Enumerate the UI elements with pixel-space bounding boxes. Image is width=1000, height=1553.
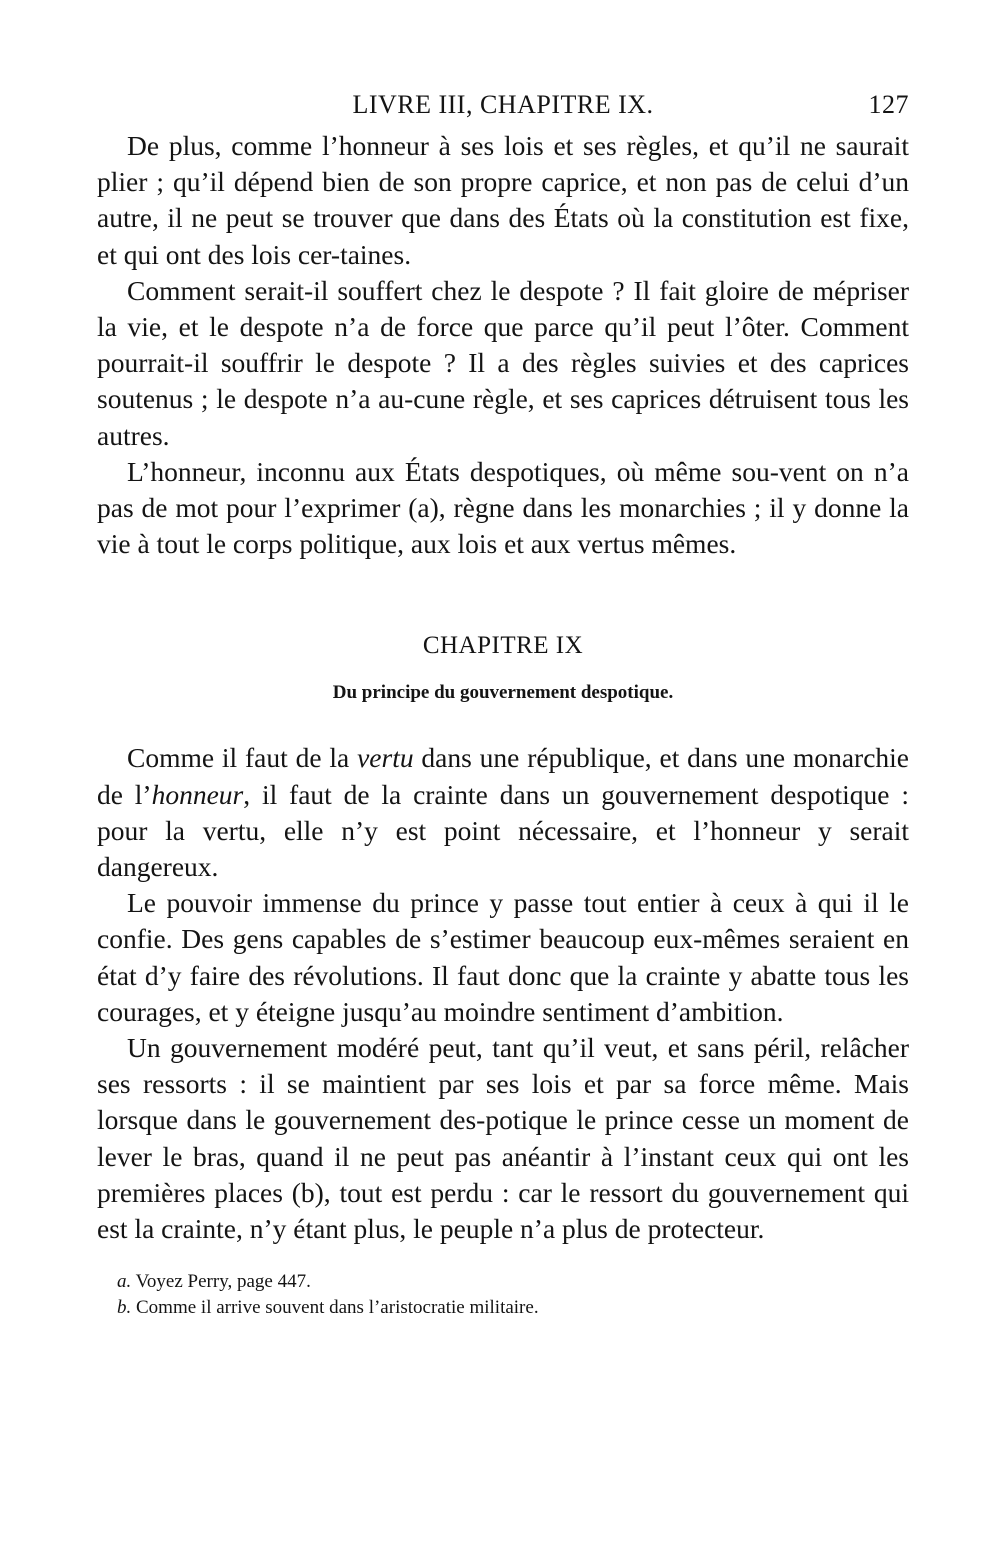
paragraph: Comment serait-il souffert chez le despote ? Il fait gloire de mépriser la vie, et le despote n’a de force que parce qu’il peut l’ôter. Comment pourrait-il souffrir le despote ? Il a des règles suivies et des caprices soutenus ; le despote n’a au-cune règle, et ses caprices détruisent tous les autres. [97,274,909,451]
running-head-title: LIVRE III, CHAPITRE IX. [352,90,654,119]
paragraph: Un gouvernement modéré peut, tant qu’il veut, et sans péril, relâcher ses ressorts : il se maintient par ses lois et par sa force même. Mais lorsque dans le gouvernement des-potique le prince cesse un moment de lever le bras, quand il ne peut pas anéantir à l’instant ceux qui ont les premières places (b), tout est perdu : car le ressort du gouvernement qui est la crainte, n’y étant plus, le peuple n’a plus de protecteur. [97,1032,909,1245]
chapter-nine-body [97,740,909,1247]
chapter-subtitle: Du principe du gouvernement despotique. [332,682,674,704]
footnote [117,1269,909,1295]
footnote-text: Comme il arrive souvent dans l’aristocratie militaire. [131,1297,539,1319]
paragraph [97,740,909,885]
emphasis-honneur: honneur [151,778,244,810]
footnotes [97,1269,909,1321]
text-run: , il faut de la crainte dans un gouvernement despotique : pour la vertu, elle n’y est point nécessaire, et l’honneur y serait dangereux. [97,778,909,883]
footnote [117,1295,909,1321]
footnote-mark: b. [117,1297,132,1319]
running-head [97,84,909,128]
footnote-mark: a. [117,1271,132,1293]
paragraph: Le pouvoir immense du prince y passe tout entier à ceux à qui il le confie. Des gens capables de s’estimer beaucoup eux-mêmes seraient en état d’y faire des révolutions. Il faut donc que la crainte y abatte tous les courages, et y éteigne jusqu’au moindre sentiment d’ambition. [97,887,909,1027]
paragraph: De plus, comme l’honneur à ses lois et ses règles, et qu’il ne saurait plier ; qu’il dépend bien de son propre caprice, et non pas de celui d’un autre, il ne peut se trouver que dans des États où la constitution est fixe, et qui ont des lois cer-taines. [97,130,909,270]
emphasis-vertu: vertu [357,742,414,774]
chapter-eight-conclusion [97,128,909,562]
page-number: 127 [868,90,909,119]
text-run: Comme il faut de la [127,742,358,774]
text-run: dans une république, et dans une monarchie de l’ [97,742,910,810]
paragraph: L’honneur, inconnu aux États despotiques, où même sou-vent on n’a pas de mot pour l’exprimer (a), règne dans les monarchies ; il y donne la vie à tout le corps politique, aux lois et aux vertus mêmes. [97,455,909,560]
book-page [97,84,909,1321]
chapter-heading: CHAPITRE IX [422,632,584,660]
footnote-text: Voyez Perry, page 447. [131,1271,311,1293]
